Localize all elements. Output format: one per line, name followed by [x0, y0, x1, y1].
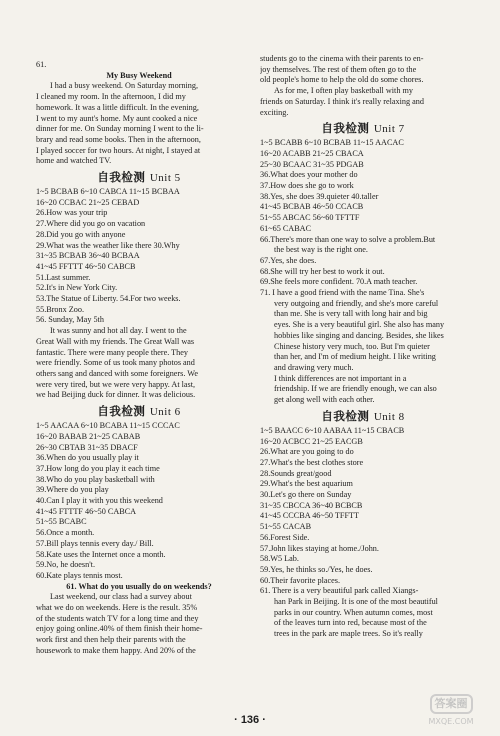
- left-text-line: 59.No, he doesn't.: [36, 560, 96, 570]
- right-text-line: 28.Sounds great/good: [260, 468, 332, 478]
- left-text-line: 29.What was the weather like there 30.Why: [36, 240, 180, 250]
- right-text-line: 59.Yes, he thinks so./Yes, he does.: [260, 564, 373, 574]
- left-text-line: 36.When do you usually play it: [36, 453, 139, 463]
- watermark-site: MXQE.COM: [428, 717, 474, 726]
- left-text-line: 41~45 FFTTT 46~50 CABCB: [36, 261, 136, 271]
- right-text-line: 31~35 CBCCA 36~40 BCBCB: [260, 500, 363, 510]
- right-text-line: 71. I have a good friend with the name Tina. She's: [260, 288, 425, 298]
- left-text-line: I played soccer for two hours. At night, I stayed at: [36, 145, 201, 155]
- watermark-logo-text: 答案圈: [430, 694, 473, 714]
- right-text-line: exciting.: [260, 107, 289, 117]
- right-text-line: han Park in Beijing. It is one of the most beautiful: [274, 597, 438, 607]
- section-heading-unit: Unit 5: [149, 172, 181, 185]
- right-text-line: I think differences are not important in a: [274, 373, 407, 383]
- section-heading-title: 自我检测: [321, 408, 370, 423]
- section-heading-title: 自我检测: [97, 170, 146, 185]
- left-text-line: 26~30 CBTAB 31~35 DBACF: [36, 442, 138, 452]
- left-text-line: work first and then help their parents with the: [36, 635, 186, 645]
- right-text-line: joy themselves. The rest of them often go to the: [260, 64, 417, 74]
- right-text-line: 27.What's the best clothes store: [260, 457, 364, 467]
- right-text-line: 56.Forest Side.: [260, 532, 310, 542]
- left-text-line: 31~35 BCBAB 36~40 BCBAA: [36, 251, 140, 261]
- right-text-line: of the leaves turn into red, because most of the: [274, 618, 427, 628]
- left-text-line: enjoy going online.40% of them finish their home-: [36, 624, 203, 634]
- left-text-line: My Busy Weekend: [106, 70, 172, 80]
- left-text-line: 53.The Statue of Liberty. 54.For two weeks.: [36, 294, 181, 304]
- left-text-line: 57.Bill plays tennis every day./ Bill.: [36, 538, 154, 548]
- right-text-line: 37.How does she go to work: [260, 181, 354, 191]
- watermark-logo: [410, 694, 492, 732]
- right-text-line: 41~45 CCCBA 46~50 TFFTT: [260, 511, 360, 521]
- right-text-line: 67.Yes, she does.: [260, 255, 317, 265]
- right-text-line: 1~5 BCABB 6~10 BCBAB 11~15 AACAC: [260, 138, 404, 148]
- left-text-line: 27.Where did you go on vacation: [36, 219, 146, 229]
- section-heading-unit: Unit 8: [373, 410, 405, 423]
- section-heading-unit: Unit 6: [149, 406, 181, 419]
- right-text-line: 61. There is a very beautiful park called Xiangs-: [260, 586, 419, 596]
- section-heading-unit: Unit 7: [373, 123, 405, 136]
- left-text-line: It was sunny and hot all day. I went to the: [50, 326, 187, 336]
- left-text-line: 58.Kate uses the Internet once a month.: [36, 549, 166, 559]
- right-text-line: very outgoing and friendly, and she's more careful: [274, 298, 439, 308]
- right-text-line: 60.Their favorite places.: [260, 575, 341, 585]
- right-text-line: eyes. She is a very beautiful girl. She also has many: [274, 320, 445, 330]
- right-text-line: 57.John likes staying at home./John.: [260, 543, 379, 553]
- left-text-line: were friendly. Some of us took many photos and: [36, 358, 195, 368]
- right-text-line: 16~20 ACABB 21~25 CBACA: [260, 148, 364, 158]
- right-section-heading: [260, 118, 466, 138]
- right-text-line: get along well with each other.: [274, 395, 375, 405]
- right-text-line: 1~5 BAACC 6~10 AABAA 11~15 CBACB: [260, 425, 405, 435]
- right-text-line: 30.Let's go there on Sunday: [260, 490, 352, 500]
- left-text-line: what we do on weekends. Here is the result. 35%: [36, 603, 198, 613]
- right-text-line: friends on Saturday. I think it's really relaxing and: [260, 96, 424, 106]
- left-text-line: 16~20 BABAB 21~25 CABAB: [36, 431, 141, 441]
- left-text-line: 51~55 BCABC: [36, 517, 87, 527]
- right-text-line: than her, and I'm of medium height. I like writing: [274, 352, 436, 362]
- left-text-line: dinner for me. On Sunday morning I went to the li-: [36, 124, 204, 134]
- section-heading-title: 自我检测: [321, 121, 370, 136]
- right-text-line: the best way is the right one.: [274, 245, 368, 255]
- left-text-line: Great Wall with my friends. The Great Wall was: [36, 336, 195, 346]
- left-section-heading: [36, 167, 242, 187]
- right-text-line: parks in our country. When autumn comes, most: [274, 607, 433, 617]
- right-text-line: than me. She is very tall with long hair and big: [274, 309, 428, 319]
- left-text-line: 40.Can I play it with you this weekend: [36, 496, 163, 506]
- left-text-line: 41~45 FTTTF 46~50 CABCA: [36, 506, 137, 516]
- right-text-line: 66.There's more than one way to solve a problem.But: [260, 234, 436, 244]
- left-column: [36, 60, 242, 657]
- right-text-line: As for me, I often play basketball with my: [274, 86, 413, 96]
- left-section-heading: [36, 401, 242, 421]
- left-text-line: homework. It was a little difficult. In the evening,: [36, 102, 199, 112]
- left-text-line: 39.Where do you play: [36, 485, 109, 495]
- right-text-line: 69.She feels more confident. 70.A math teacher.: [260, 277, 418, 287]
- left-text-line: 37.How long do you play it each time: [36, 463, 160, 473]
- left-text-line: brary and read some books. Then in the afternoon,: [36, 134, 201, 144]
- right-text-line: hobbies like singing and dancing. Besides, she likes: [274, 330, 444, 340]
- left-text-line: 16~20 CCBAC 21~25 CEBAD: [36, 197, 140, 207]
- right-text-line: 51~55 CACAB: [260, 522, 312, 532]
- left-text-line: 51.Last summer.: [36, 272, 91, 282]
- right-text-line: 25~30 BCAAC 31~35 PDGAB: [260, 159, 364, 169]
- left-text-line: others sang and danced with some foreigners. We: [36, 368, 198, 378]
- right-text-line: trees in the park are maple trees. So it's really: [274, 629, 423, 639]
- left-text-line: 38.Who do you play basketball with: [36, 474, 155, 484]
- left-text-line: housework to make them happy. And 20% of the: [36, 645, 196, 655]
- left-text-line: of the students watch TV for a long time and they: [36, 613, 199, 623]
- left-text-line: 26.How was your trip: [36, 208, 108, 218]
- page-number: · 136 ·: [234, 714, 266, 726]
- left-text-line: I went to my aunt's home. My aunt cooked a nice: [36, 113, 198, 123]
- left-text-line: Last weekend, our class had a survey about: [50, 592, 192, 602]
- left-text-line: I cleaned my room. In the afternoon, I did my: [36, 92, 186, 102]
- left-text-line: fantastic. There were many people there. They: [36, 347, 189, 357]
- right-text-line: 68.She will try her best to work it out.: [260, 266, 385, 276]
- right-text-line: 16~20 ACBCC 21~25 EACGB: [260, 436, 363, 446]
- right-section-heading: [260, 406, 466, 426]
- right-text-line: 61~65 CABAC: [260, 223, 312, 233]
- left-text-line: home and watched TV.: [36, 156, 112, 166]
- right-text-line: students go to the cinema with their parents to en-: [260, 54, 424, 63]
- left-text-line: we had Beijing duck for dinner. It was delicious.: [36, 390, 196, 400]
- left-text-line: 61. What do you usually do on weekends?: [66, 581, 212, 591]
- left-text-line: 52.It's in New York City.: [36, 283, 118, 293]
- right-text-line: 36.What does your mother do: [260, 170, 358, 180]
- left-text-line: 55.Bronx Zoo.: [36, 304, 84, 314]
- right-text-line: old people's home to help the old do some chores.: [260, 75, 424, 85]
- left-text-line: 28.Did you go with anyone: [36, 229, 126, 239]
- right-text-line: and drawing very much.: [274, 362, 354, 372]
- left-text-line: 56.Once a month.: [36, 528, 95, 538]
- left-text-line: 61.: [36, 60, 47, 69]
- right-text-line: 26.What are you going to do: [260, 447, 354, 457]
- left-text-line: 1~5 AACAA 6~10 BCABA 11~15 CCCAC: [36, 421, 180, 431]
- right-text-line: 41~45 BCBAB 46~50 CCACB: [260, 202, 364, 212]
- left-text-line: 60.Kate plays tennis most.: [36, 570, 123, 580]
- right-text-line: 29.What's the best aquarium: [260, 479, 353, 489]
- left-text-line: were very tired, but we were very happy. At last,: [36, 379, 196, 389]
- right-text-line: 58.W5 Lab.: [260, 554, 299, 564]
- left-text-line: I had a busy weekend. On Saturday morning,: [50, 81, 199, 91]
- section-heading-title: 自我检测: [97, 404, 146, 419]
- right-text-line: Chinese history very much, too. But I'm quieter: [274, 341, 430, 351]
- right-text-line: 51~55 ABCAC 56~60 TFTTF: [260, 213, 360, 223]
- right-text-line: friendship. If we are friendly enough, we can also: [274, 384, 437, 394]
- left-text-line: 56. Sunday, May 5th: [36, 315, 104, 325]
- left-text-line: 1~5 BCBAB 6~10 CABCA 11~15 BCBAA: [36, 187, 180, 197]
- right-column: [260, 54, 466, 640]
- right-text-line: 38.Yes, she does 39.quieter 40.taller: [260, 191, 379, 201]
